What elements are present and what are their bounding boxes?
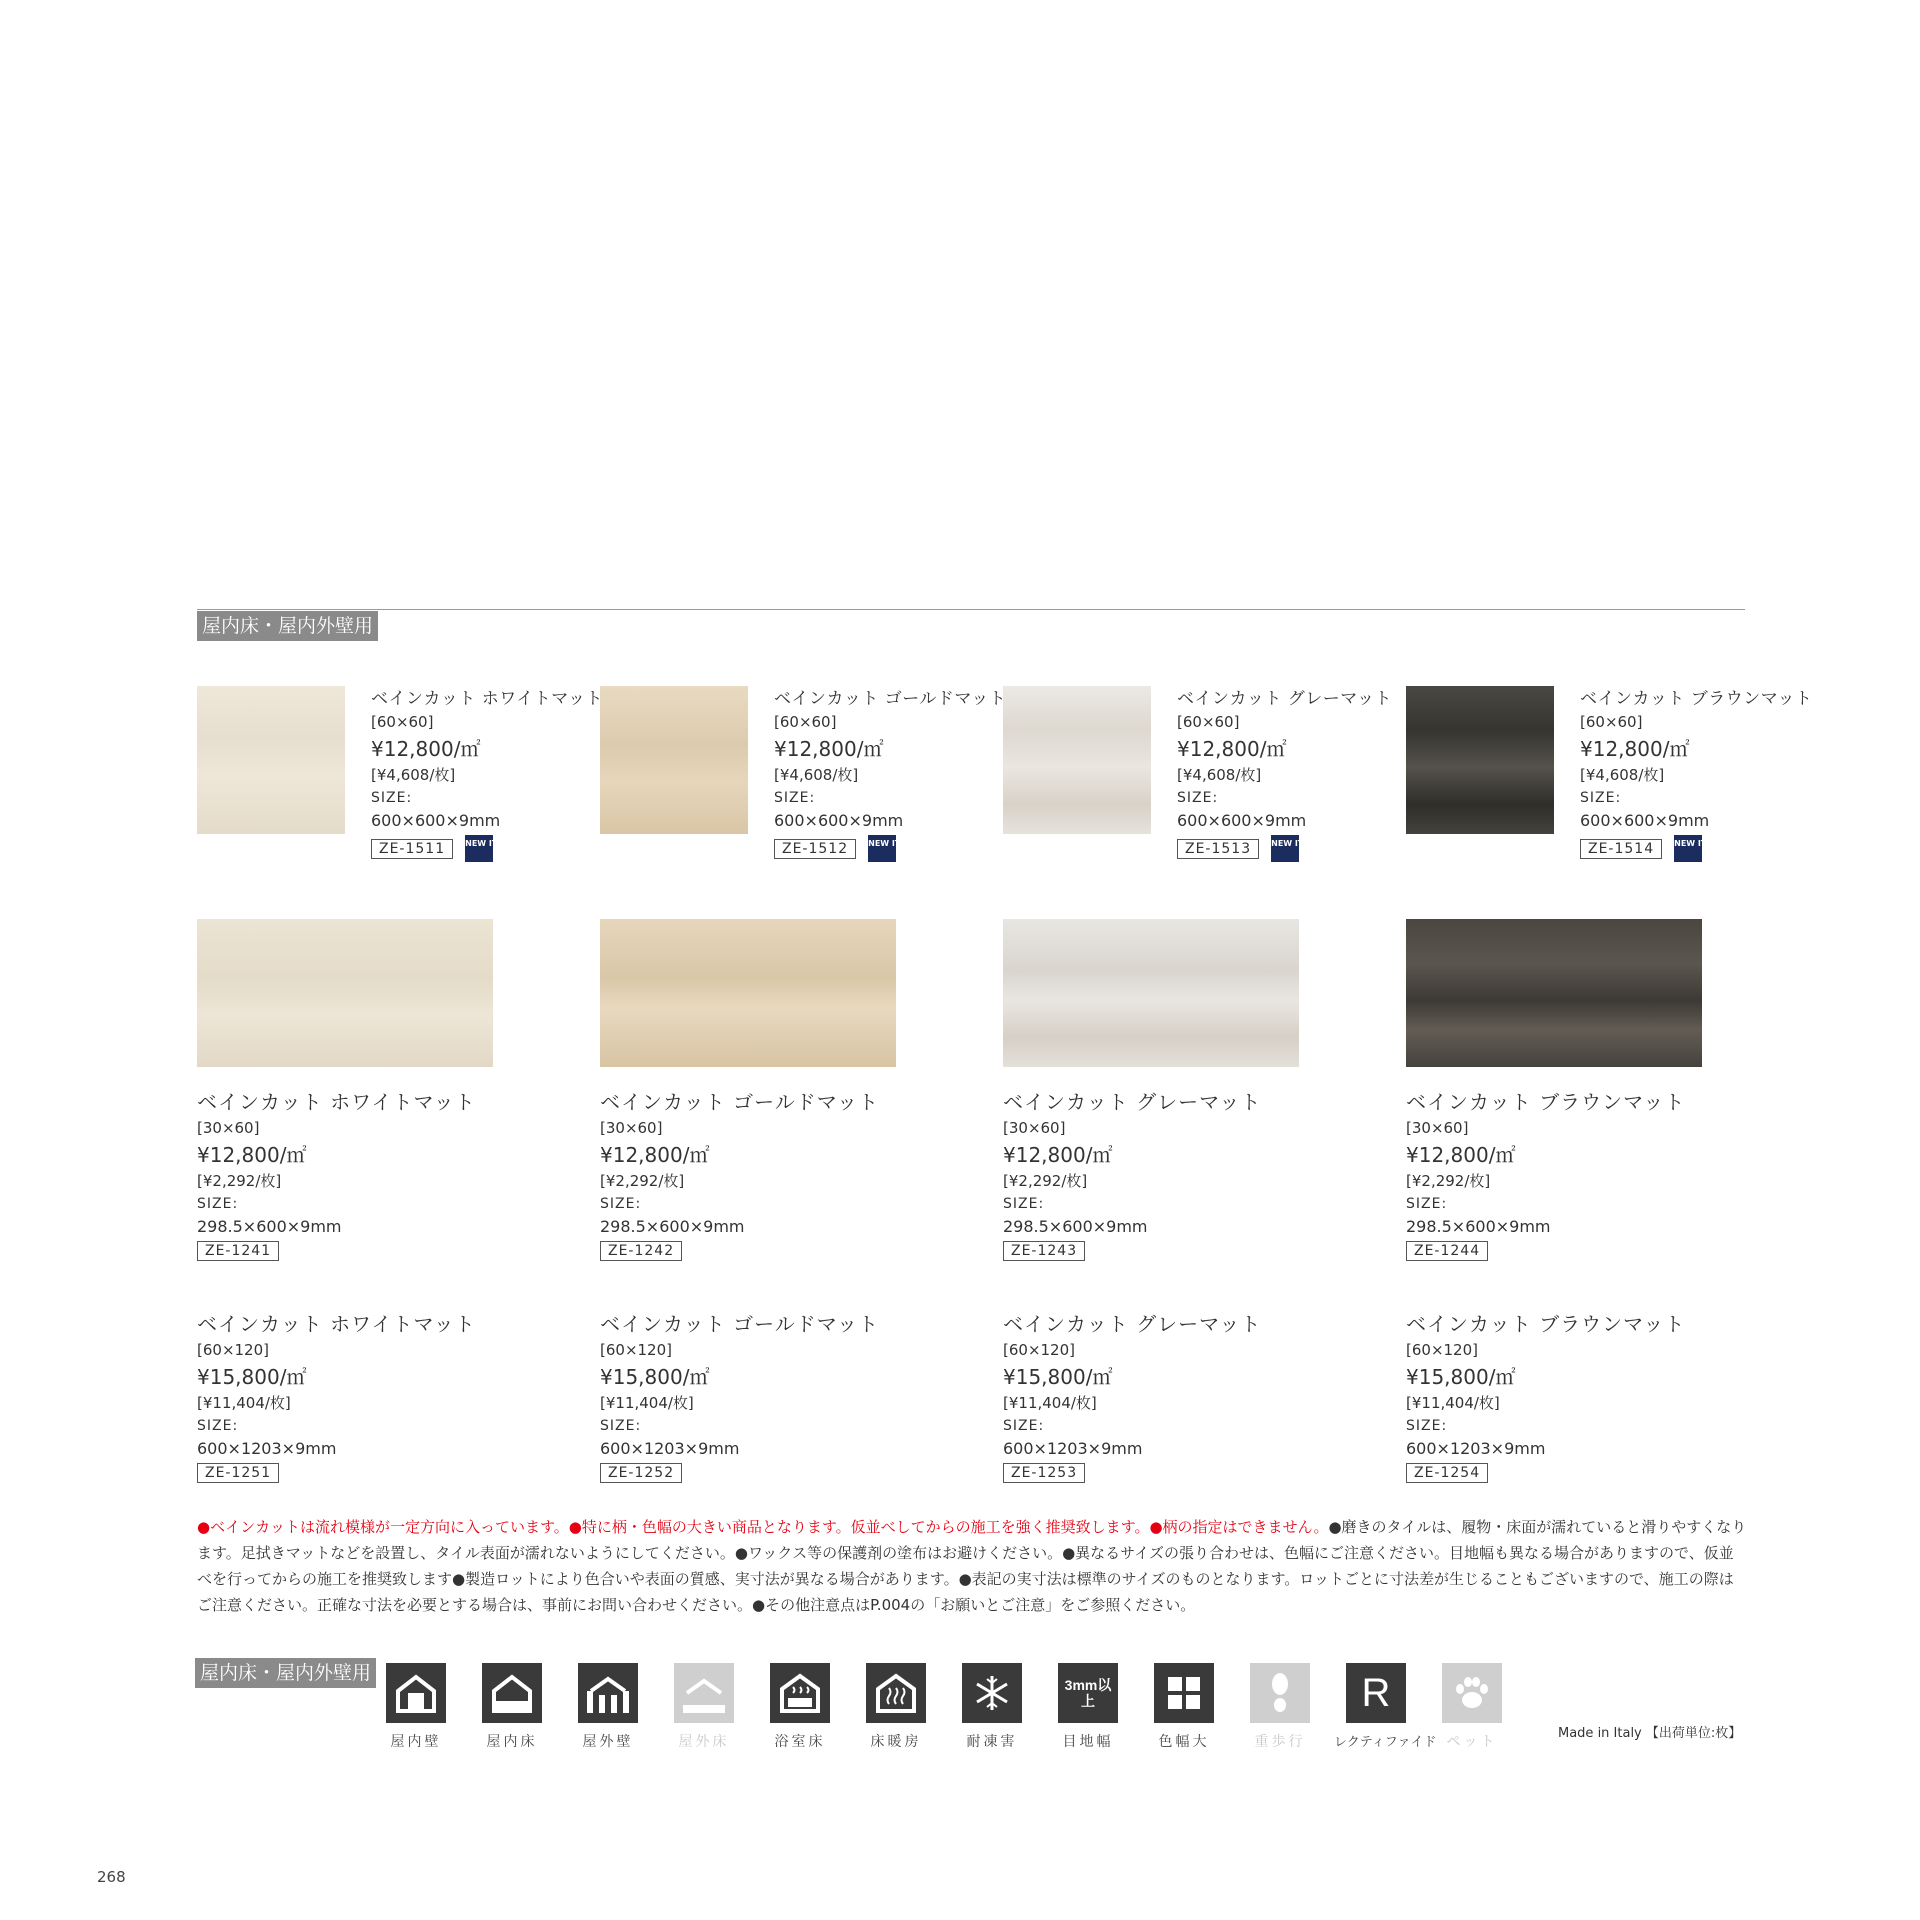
- product-code: ZE-1253: [1003, 1463, 1085, 1483]
- size-value: 298.5×600×9mm: [600, 1217, 745, 1236]
- outdoor-wall-icon: [578, 1663, 638, 1723]
- outdoor-floor-icon: [674, 1663, 734, 1723]
- tile-swatch-brown-30x60: [1406, 919, 1702, 1067]
- usage-icon-pet: [1442, 1663, 1506, 1751]
- size-value: 298.5×600×9mm: [197, 1217, 342, 1236]
- bath-icon: [770, 1663, 830, 1723]
- product-name: ベインカット ブラウンマット: [1580, 689, 1813, 709]
- product-dimension: [60×120]: [1003, 1341, 1075, 1359]
- legend-tag: 屋内床・屋内外壁用: [195, 1658, 376, 1688]
- product-ze-1251: [197, 1308, 476, 1483]
- product-price: ¥12,800/㎡: [774, 737, 884, 761]
- product-code: ZE-1511: [371, 839, 453, 859]
- usage-icon-heavy-traffic: [1250, 1663, 1314, 1751]
- product-code: ZE-1513: [1177, 839, 1259, 859]
- product-price: ¥12,800/㎡: [1580, 737, 1690, 761]
- size-label: SIZE:: [1406, 1196, 1448, 1212]
- caution-note-red-3: ●柄の指定はできません。: [1149, 1518, 1329, 1536]
- size-label: SIZE:: [600, 1418, 642, 1434]
- size-value: 298.5×600×9mm: [1003, 1217, 1148, 1236]
- product-dimension: [60×60]: [371, 713, 434, 731]
- product-ze-1512: [774, 684, 1006, 862]
- snowflake-icon: [962, 1663, 1022, 1723]
- caution-note-body: ●磨きのタイルは、履物・床面が濡れていると滑りやすくなります。足拭きマットなどを設置し、タイル表面が濡れないようにしてください。●ワックス等の保護剤の塗布はお避けください。●異なるサイズの張り合わせは、色幅にご注意ください。目地幅も異なる場合がありますので、仮並べを行ってからの施工を推奨致します●製造ロットにより色合いや表面の質感、実寸法が異なる場合があります。●表記の実寸法は標準のサイズのものとなります。ロットごとに寸法差が生じることもございますので、施工の際はご注意ください。正確な寸法を必要とする場合は、事前にお問い合わせください。●その他注意点はP.004の「お願いとご注意」をご参照ください。: [197, 1518, 1747, 1614]
- usage-label: 耐凍害: [966, 1734, 1018, 1750]
- product-code: ZE-1514: [1580, 839, 1662, 859]
- product-price: ¥12,800/㎡: [1177, 737, 1287, 761]
- usage-label: 屋内床: [486, 1734, 538, 1750]
- product-code: ZE-1244: [1406, 1241, 1488, 1261]
- product-per-piece: [¥4,608/枚]: [1177, 766, 1262, 784]
- product-name: ベインカット ホワイトマット: [371, 689, 604, 709]
- size-value: 600×1203×9mm: [197, 1439, 337, 1458]
- size-label: SIZE:: [600, 1196, 642, 1212]
- product-ze-1253: [1003, 1308, 1261, 1483]
- size-value: 600×1203×9mm: [1406, 1439, 1546, 1458]
- product-name: ベインカット グレーマット: [1177, 689, 1393, 709]
- size-label: SIZE:: [1580, 790, 1622, 806]
- new-item-badge: NEW ITEM: [868, 835, 896, 862]
- usage-icon-color-variation: [1154, 1663, 1218, 1751]
- product-name: ベインカット ホワイトマット: [197, 1312, 476, 1336]
- new-item-badge: NEW ITEM: [1271, 835, 1299, 862]
- size-value: 600×600×9mm: [1580, 811, 1710, 830]
- tile-swatch-gold-30x60: [600, 919, 896, 1067]
- product-per-piece: [¥11,404/枚]: [1003, 1394, 1097, 1412]
- usage-label: 目地幅: [1062, 1734, 1114, 1750]
- paw-icon: [1442, 1663, 1502, 1723]
- rectified-icon-text: R: [1361, 1670, 1391, 1715]
- usage-icon-indoor-wall: [386, 1663, 450, 1751]
- size-label: SIZE:: [1003, 1418, 1045, 1434]
- size-value: 600×1203×9mm: [600, 1439, 740, 1458]
- usage-icon-outdoor-floor: [674, 1663, 738, 1751]
- product-ze-1244: [1406, 1086, 1685, 1261]
- usage-label: 屋外床: [678, 1734, 730, 1750]
- product-per-piece: [¥2,292/枚]: [1003, 1172, 1088, 1190]
- size-label: SIZE:: [1003, 1196, 1045, 1212]
- usage-label: 浴室床: [774, 1734, 826, 1750]
- size-value: 600×600×9mm: [371, 811, 501, 830]
- new-item-badge: NEW ITEM: [1674, 835, 1702, 862]
- product-dimension: [60×60]: [1177, 713, 1240, 731]
- tile-swatch-white-60x60: [197, 686, 345, 834]
- caution-note-red-1: ●ベインカットは流れ模様が一定方向に入っています。: [197, 1518, 569, 1536]
- usage-icon-indoor-floor: [482, 1663, 546, 1751]
- usage-icon-floor-heating: [866, 1663, 930, 1751]
- size-label: SIZE:: [371, 790, 413, 806]
- caution-note-red-2: ●特に柄・色幅の大きい商品となります。仮並べしてからの施工を強く推奨致します。: [568, 1518, 1150, 1536]
- tile-swatch-grey-30x60: [1003, 919, 1299, 1067]
- size-value: 600×600×9mm: [774, 811, 904, 830]
- product-per-piece: [¥2,292/枚]: [1406, 1172, 1491, 1190]
- product-ze-1513: [1177, 684, 1392, 862]
- product-code: ZE-1251: [197, 1463, 279, 1483]
- usage-label: レクティファイド: [1334, 1735, 1437, 1750]
- floor-heating-icon: [866, 1663, 926, 1723]
- product-price: ¥15,800/㎡: [1406, 1365, 1516, 1389]
- caution-notes: [197, 1514, 1747, 1618]
- usage-icon-frost-resistant: [962, 1663, 1026, 1751]
- usage-icon-outdoor-wall: [578, 1663, 642, 1751]
- product-price: ¥12,800/㎡: [600, 1143, 710, 1167]
- usage-label: ペット: [1446, 1734, 1498, 1750]
- product-per-piece: [¥11,404/枚]: [600, 1394, 694, 1412]
- product-price: ¥12,800/㎡: [1406, 1143, 1516, 1167]
- size-value: 600×600×9mm: [1177, 811, 1307, 830]
- product-name: ベインカット ゴールドマット: [600, 1090, 879, 1114]
- product-per-piece: [¥2,292/枚]: [197, 1172, 282, 1190]
- product-dimension: [60×120]: [197, 1341, 269, 1359]
- size-label: SIZE:: [774, 790, 816, 806]
- house-wall-icon: [386, 1663, 446, 1723]
- product-price: ¥15,800/㎡: [600, 1365, 710, 1389]
- product-ze-1252: [600, 1308, 879, 1483]
- product-dimension: [30×60]: [197, 1119, 260, 1137]
- usage-label: 色幅大: [1158, 1734, 1210, 1750]
- tile-swatch-brown-60x60: [1406, 686, 1554, 834]
- product-per-piece: [¥4,608/枚]: [1580, 766, 1665, 784]
- size-value: 600×1203×9mm: [1003, 1439, 1143, 1458]
- product-price: ¥15,800/㎡: [197, 1365, 307, 1389]
- product-per-piece: [¥2,292/枚]: [600, 1172, 685, 1190]
- size-label: SIZE:: [197, 1418, 239, 1434]
- product-name: ベインカット ホワイトマット: [197, 1090, 476, 1114]
- page-number: 268: [97, 1868, 126, 1886]
- section-rule: [197, 609, 1745, 610]
- product-dimension: [60×120]: [600, 1341, 672, 1359]
- product-dimension: [30×60]: [1406, 1119, 1469, 1137]
- size-label: SIZE:: [1177, 790, 1219, 806]
- product-dimension: [60×60]: [774, 713, 837, 731]
- joint-width-icon-text: 3mm以上: [1064, 1677, 1112, 1709]
- color-variation-icon: [1154, 1663, 1214, 1723]
- product-code: ZE-1252: [600, 1463, 682, 1483]
- new-item-badge: NEW ITEM: [465, 835, 493, 862]
- product-dimension: [60×120]: [1406, 1341, 1478, 1359]
- house-floor-icon: [482, 1663, 542, 1723]
- product-ze-1511: [371, 684, 603, 862]
- made-in-note: Made in Italy 【出荷単位:枚】: [1558, 1726, 1742, 1741]
- tile-swatch-grey-60x60: [1003, 686, 1151, 834]
- product-code: ZE-1254: [1406, 1463, 1488, 1483]
- rectified-icon: [1346, 1663, 1406, 1723]
- usage-label: 重歩行: [1254, 1734, 1306, 1750]
- size-label: SIZE:: [1406, 1418, 1448, 1434]
- product-ze-1254: [1406, 1308, 1685, 1483]
- product-per-piece: [¥11,404/枚]: [1406, 1394, 1500, 1412]
- tile-swatch-gold-60x60: [600, 686, 748, 834]
- tile-swatch-white-30x60: [197, 919, 493, 1067]
- product-per-piece: [¥4,608/枚]: [774, 766, 859, 784]
- usage-label: 屋内壁: [390, 1734, 442, 1750]
- product-name: ベインカット ブラウンマット: [1406, 1090, 1686, 1114]
- product-name: ベインカット グレーマット: [1003, 1312, 1262, 1336]
- product-code: ZE-1242: [600, 1241, 682, 1261]
- product-price: ¥12,800/㎡: [371, 737, 481, 761]
- usage-icon-joint-width: [1058, 1663, 1122, 1751]
- product-ze-1242: [600, 1086, 879, 1261]
- product-dimension: [30×60]: [600, 1119, 663, 1137]
- usage-label: 床暖房: [870, 1734, 922, 1750]
- product-name: ベインカット ブラウンマット: [1406, 1312, 1686, 1336]
- product-per-piece: [¥4,608/枚]: [371, 766, 456, 784]
- product-per-piece: [¥11,404/枚]: [197, 1394, 291, 1412]
- usage-icon-bath-floor: [770, 1663, 834, 1751]
- product-price: ¥12,800/㎡: [1003, 1143, 1113, 1167]
- product-dimension: [60×60]: [1580, 713, 1643, 731]
- product-dimension: [30×60]: [1003, 1119, 1066, 1137]
- product-price: ¥15,800/㎡: [1003, 1365, 1113, 1389]
- product-code: ZE-1243: [1003, 1241, 1085, 1261]
- product-name: ベインカット ゴールドマット: [600, 1312, 879, 1336]
- product-ze-1514: [1580, 684, 1813, 862]
- product-ze-1241: [197, 1086, 476, 1261]
- product-ze-1243: [1003, 1086, 1261, 1261]
- product-price: ¥12,800/㎡: [197, 1143, 307, 1167]
- footprint-icon: [1250, 1663, 1310, 1723]
- product-name: ベインカット ゴールドマット: [774, 689, 1007, 709]
- usage-icon-rectified: [1334, 1663, 1437, 1750]
- product-name: ベインカット グレーマット: [1003, 1090, 1262, 1114]
- size-value: 298.5×600×9mm: [1406, 1217, 1551, 1236]
- section-tag: 屋内床・屋内外壁用: [197, 611, 378, 641]
- usage-label: 屋外壁: [582, 1734, 634, 1750]
- size-label: SIZE:: [197, 1196, 239, 1212]
- product-code: ZE-1512: [774, 839, 856, 859]
- product-code: ZE-1241: [197, 1241, 279, 1261]
- joint-width-icon: [1058, 1663, 1118, 1723]
